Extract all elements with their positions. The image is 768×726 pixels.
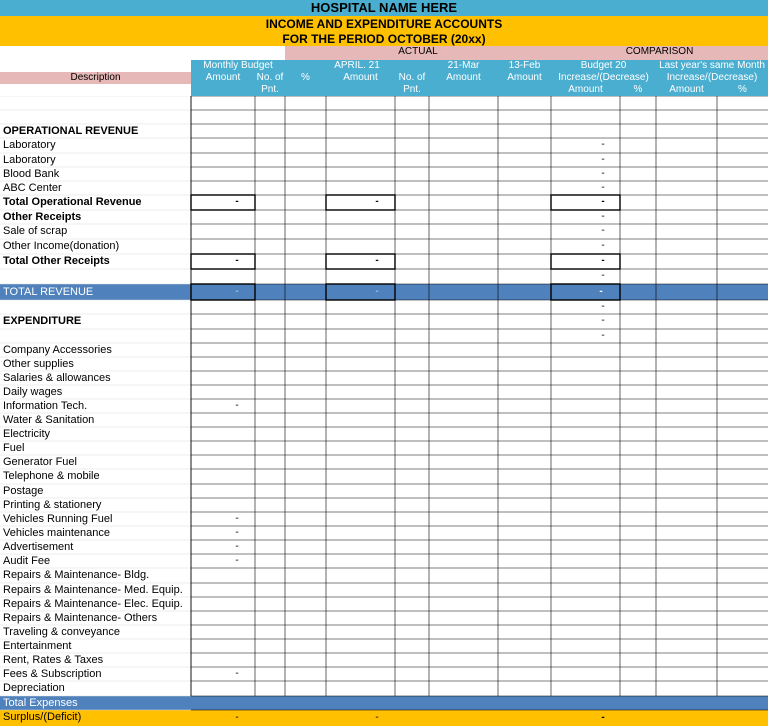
dash-value[interactable]: - [235,255,239,266]
report-period[interactable]: FOR THE PERIOD OCTOBER (20xx) [0,32,768,46]
dash-value[interactable]: - [599,286,603,297]
report-title[interactable]: INCOME AND EXPENDITURE ACCOUNTS [0,16,768,32]
dash-value[interactable]: - [601,211,605,222]
dash-value[interactable]: - [235,400,239,411]
row-label[interactable]: Total Other Receipts [3,255,110,267]
dash-value[interactable]: - [601,154,605,165]
dash-value[interactable]: - [601,240,605,251]
dash-value[interactable]: - [235,196,239,207]
dash-value[interactable]: - [601,301,605,312]
row-label[interactable]: Laboratory [3,139,56,151]
row-label[interactable]: OPERATIONAL REVENUE [3,125,139,137]
dash-value[interactable]: - [601,168,605,179]
hdr-blank [429,84,498,96]
row-label[interactable]: TOTAL REVENUE [3,286,94,298]
dash-value[interactable]: - [601,182,605,193]
row-label[interactable]: Repairs & Maintenance- Others [3,612,158,624]
hdr-amount[interactable]: Amount [326,72,395,84]
hdr-pnt[interactable]: Pnt. [255,84,285,96]
hdr-blank [326,84,395,96]
dash-value[interactable]: - [235,513,239,524]
row-label[interactable]: Electricity [3,428,51,440]
row-label[interactable]: Other Receipts [3,211,82,223]
dash-value[interactable]: - [601,270,605,281]
hdr-amount[interactable]: Amount [429,72,498,84]
dash-value[interactable]: - [375,712,379,723]
dash-value[interactable]: - [235,286,239,297]
row-label[interactable]: Audit Fee [3,555,51,567]
row-label[interactable]: Repairs & Maintenance- Med. Equip. [3,584,183,596]
row-label[interactable]: Depreciation [3,682,65,694]
row-label[interactable]: Laboratory [3,154,56,166]
row-label[interactable]: Postage [3,485,44,497]
hdr-amount[interactable]: Amount [498,72,551,84]
row-label[interactable]: Blood Bank [3,168,60,180]
dash-value[interactable]: - [235,541,239,552]
row-label[interactable]: Advertisement [3,541,74,553]
col-mar[interactable]: 21-Mar [429,60,498,72]
row-label[interactable]: EXPENDITURE [3,315,82,327]
hdr-no-of[interactable]: No. of [256,72,284,83]
dash-value[interactable]: - [601,330,605,341]
row-label[interactable]: Salaries & allowances [3,372,111,384]
row-label[interactable]: Traveling & conveyance [3,626,120,638]
hdr-percent[interactable]: % [717,84,768,96]
hdr-pnt[interactable]: Pnt. [395,84,429,96]
dash-value[interactable]: - [601,315,605,326]
row-label[interactable]: Vehicles maintenance [3,527,111,539]
row-label[interactable]: Entertainment [3,640,72,652]
row-label[interactable]: Total Operational Revenue [3,196,142,208]
row-label[interactable]: Company Accessories [3,344,112,356]
dash-value[interactable]: - [235,555,239,566]
dash-value[interactable]: - [235,527,239,538]
dash-value[interactable]: - [601,139,605,150]
row-label[interactable]: Rent, Rates & Taxes [3,654,104,666]
group-comparison[interactable]: COMPARISON [551,46,768,60]
hdr-increase[interactable]: Increase/(Decrease) [656,72,768,84]
row-label[interactable]: Other Income(donation) [3,240,120,252]
row-label[interactable]: Other supplies [3,358,74,370]
hdr-no-of[interactable]: No. of [395,72,429,84]
hdr-blank [191,84,255,96]
dash-value[interactable]: - [235,712,239,723]
hospital-name[interactable]: HOSPITAL NAME HERE [0,0,768,16]
hdr-percent[interactable]: % [620,84,656,96]
row-label[interactable]: Information Tech. [3,400,88,412]
row-label[interactable]: Repairs & Maintenance- Bldg. [3,569,150,581]
hdr-blank [285,84,326,96]
group-actual[interactable]: ACTUAL [285,46,551,60]
col-april[interactable]: APRIL. 21 [285,60,429,72]
row-label[interactable]: ABC Center [3,182,62,194]
row-label[interactable]: Water & Sanitation [3,414,95,426]
row-label[interactable]: Daily wages [3,386,63,398]
hdr-amount[interactable]: Amount [656,84,717,96]
band-total-expenses [0,696,768,710]
hdr-amount[interactable]: Amount [191,72,255,84]
row-label[interactable]: Fees & Subscription [3,668,102,680]
hdr-blank [498,84,551,96]
col-budget20[interactable]: Budget 20 [551,60,656,72]
dash-value[interactable]: - [375,255,379,266]
dash-value[interactable]: - [235,668,239,679]
hdr-amount[interactable]: Amount [551,84,620,96]
col-last-year[interactable]: Last year's same Month [656,60,768,72]
dash-value[interactable]: - [601,225,605,236]
dash-value[interactable]: - [601,255,605,266]
col-description[interactable]: Description [0,72,191,84]
col-feb[interactable]: 13-Feb [498,60,551,72]
hdr-percent[interactable]: % [285,72,326,84]
row-label[interactable]: Sale of scrap [3,225,68,237]
dash-value[interactable]: - [601,712,605,723]
row-label[interactable]: Repairs & Maintenance- Elec. Equip. [3,598,183,610]
hdr-increase[interactable]: Increase/(Decrease) [551,72,656,84]
row-label[interactable]: Vehicles Running Fuel [3,513,113,525]
hdr-blank [0,84,191,96]
dash-value[interactable]: - [601,196,605,207]
row-label[interactable]: Printing & stationery [3,499,102,511]
row-label[interactable]: Surplus/(Deficit) [3,711,82,723]
col-monthly-budget[interactable]: Monthly Budget [191,60,285,72]
dash-value[interactable]: - [375,286,379,297]
row-label[interactable]: Generator Fuel [3,456,77,468]
row-label[interactable]: Total Expenses [3,697,78,709]
dash-value[interactable]: - [375,196,379,207]
row-label[interactable]: Telephone & mobile [3,470,100,482]
row-label[interactable]: Fuel [3,442,25,454]
